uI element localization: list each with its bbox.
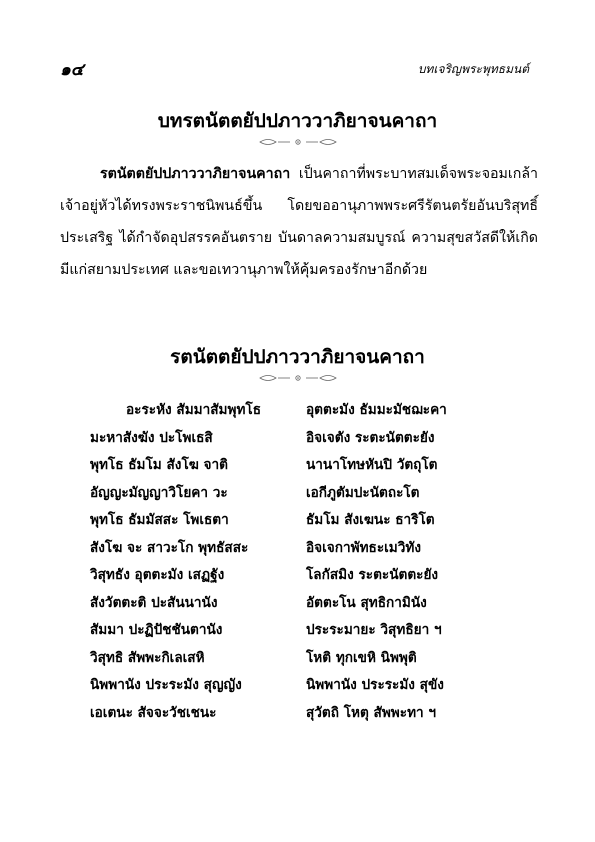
verse-left: มะหาสังฆัง ปะโพเธสิ — [90, 429, 213, 446]
intro-body: เป็นคาถาที่พระบาทสมเด็จพระจอมเกล้าเจ้าอยู่หัวได้ทรงพระราชนิพนธ์ขึ้น โดยขออานุภาพพระศรีรัตนตรัยอันบริสุทธิ์ประเสริฐ ได้กำจัดอุปสรรคอันตราย บันดาลความสมบูรณ์ ความสุขสวัสดีให้เกิดมีแก่สยามประเทศ และขอเทวานุภาพให้คุ้มครองรักษาอีกด้วย — [60, 166, 538, 278]
verse-right: ธัมโม สังเฆนะ ธาริโต — [306, 512, 435, 528]
ornament-divider-top — [0, 136, 595, 148]
verse-row — [0, 646, 595, 674]
verse-row — [0, 563, 595, 591]
verse-right: โลกัสมิง ระตะนัตตะยัง — [306, 567, 439, 583]
verse-right: โหติ ทุกเขหิ นิพพุติ — [306, 649, 417, 666]
page-number: ๑๔ — [60, 60, 84, 80]
verse-right: นิพพานัง ประระมัง สุขัง — [306, 677, 444, 693]
verse-left: อัญญะมัญญาวิโยคา วะ — [90, 484, 228, 501]
running-header: บทเจริญพระพุทธมนต์ — [417, 62, 529, 76]
chant-title: รตนัตตยัปปภาววาภิยาจนคาถา — [170, 346, 425, 368]
ornament-icon — [258, 372, 338, 384]
verse-right: อิจเจตัง ระตะนัตตะยัง — [306, 429, 435, 446]
section-title: บทรตนัตตยัปปภาววาภิยาจนคาถา — [157, 110, 438, 132]
verse-left: วิสุทธัง อุตตะมัง เสฏฐัง — [90, 567, 225, 583]
intro-lead: รตนัตตยัปปภาววาภิยาจนคาถา — [100, 166, 291, 182]
ornament-divider-bottom — [0, 372, 595, 384]
verse-right: นานาโทษหันปิ วัตถุโต — [306, 457, 438, 473]
intro-paragraph — [60, 158, 538, 286]
verse-right: สุวัตถิ โหตุ สัพพะทา ฯ — [306, 704, 437, 721]
verse-row — [0, 481, 595, 509]
verse-right: อัตตะโน สุทธิกามินัง — [306, 594, 427, 611]
ornament-icon — [258, 136, 338, 148]
verse-row — [0, 536, 595, 564]
verse-row — [0, 618, 595, 646]
verse-left: เอเตนะ สัจจะวัชเชนะ — [90, 704, 217, 721]
intro-text — [60, 158, 538, 286]
verse-left: สังโฆ จะ สาวะโก พุทธัสสะ — [90, 539, 249, 556]
verse-left: พุทโธ ธัมมัสสะ โพเธตา — [90, 512, 229, 528]
verse-right: อิจเจกาพัทธะเมวิทัง — [306, 539, 421, 556]
verse-list — [0, 398, 595, 728]
verse-row — [0, 453, 595, 481]
verse-left: สังวัตตะติ ปะสันนานัง — [90, 594, 218, 611]
verse-row — [0, 508, 595, 536]
verse-row — [0, 673, 595, 701]
verse-row — [0, 591, 595, 619]
verse-right: ประระมายะ วิสุทธิยา ฯ — [306, 622, 442, 638]
verse-row — [0, 398, 595, 426]
verse-right: อุตตะมัง ธัมมะมัชฌะคา — [306, 402, 447, 418]
verse-left: พุทโธ ธัมโม สังโฆ จาติ — [90, 457, 228, 473]
verse-left: วิสุทธิ สัพพะกิเลเสหิ — [90, 649, 205, 666]
verse-row — [0, 426, 595, 454]
verse-left: นิพพานัง ประระมัง สุญญัง — [90, 677, 242, 693]
verse-right: เอกีภูตัมปะนัตถะโต — [306, 484, 420, 501]
verse-left: สัมมา ปะฏิปัชชันตานัง — [90, 622, 223, 638]
verse-row — [0, 701, 595, 729]
verse-left: อะระหัง สัมมาสัมพุทโธ — [126, 402, 262, 418]
